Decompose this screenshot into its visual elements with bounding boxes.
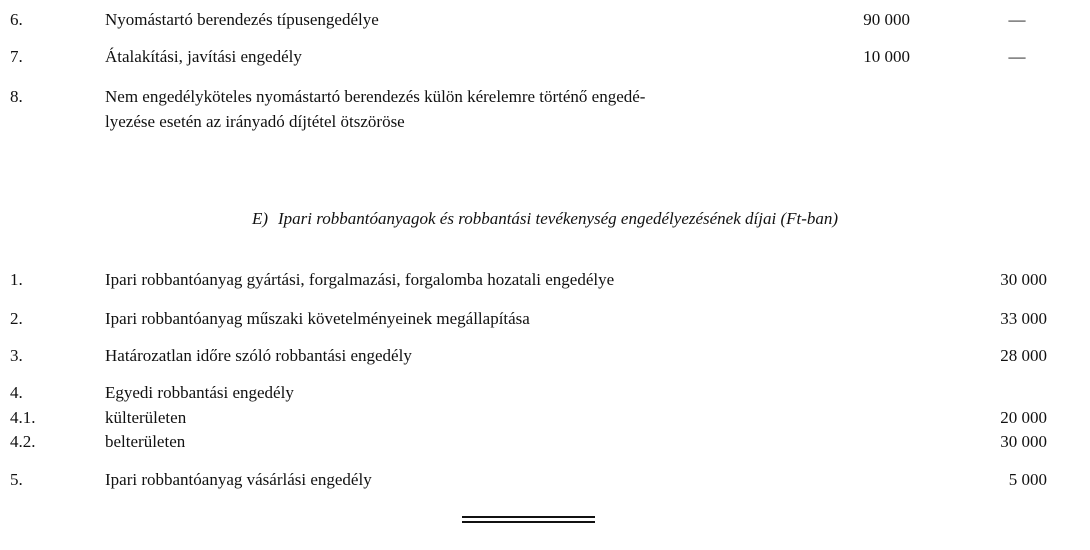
table-row (0, 382, 1090, 404)
row-dash: — (1008, 10, 1026, 29)
closing-rule-top (462, 516, 595, 518)
table-row (0, 46, 1090, 68)
table-row (0, 469, 1090, 491)
table-row (0, 407, 1090, 429)
section-heading (0, 207, 1090, 231)
row-number: 3. (10, 346, 23, 365)
row-description-line2: lyezése esetén az irányadó díjtétel ötszöröse (105, 112, 405, 131)
table-row (0, 431, 1090, 453)
row-number: 1. (10, 270, 23, 289)
row-dash: — (1008, 47, 1026, 66)
row-fee: 28 000 (1000, 346, 1047, 365)
row-description: Egyedi robbantási engedély (105, 383, 294, 402)
row-fee: 30 000 (1000, 432, 1047, 451)
row-number: 7. (10, 47, 23, 66)
row-description: Ipari robbantóanyag vásárlási engedély (105, 470, 372, 489)
section-letter: E) (251, 209, 268, 228)
table-row (0, 9, 1090, 31)
row-number: 4. (10, 383, 23, 402)
row-number: 4.1. (10, 408, 36, 427)
row-description: Nyomástartó berendezés típusengedélye (105, 10, 379, 29)
row-number: 4.2. (10, 432, 36, 451)
row-description: Ipari robbantóanyag műszaki követelményeinek megállapítása (105, 309, 530, 328)
row-description: Ipari robbantóanyag gyártási, forgalmazási, forgalomba hozatali engedélye (105, 270, 615, 289)
table-row (0, 269, 1090, 291)
row-fee: 10 000 (863, 47, 910, 66)
row-fee: 20 000 (1000, 408, 1047, 427)
section-title: Ipari robbantóanyagok és robbantási tevékenység engedélyezésének díjai (Ft-ban) (278, 209, 839, 228)
row-description: külterületen (105, 408, 187, 427)
row-number: 6. (10, 10, 23, 29)
table-row (0, 345, 1090, 367)
row-number: 2. (10, 309, 23, 328)
row-description: belterületen (105, 432, 186, 451)
row-fee: 30 000 (1000, 270, 1047, 289)
row-description-line1: Nem engedélyköteles nyomástartó berendezés külön kérelemre történő engedé- (105, 87, 646, 106)
row-number: 5. (10, 470, 23, 489)
row-fee: 5 000 (1008, 470, 1047, 489)
table-row (0, 308, 1090, 330)
row-fee: 33 000 (1000, 309, 1047, 328)
row-description: Határozatlan időre szóló robbantási engedély (105, 346, 412, 365)
table-row (0, 86, 1090, 108)
row-number: 8. (10, 87, 23, 106)
closing-rule-bottom (462, 521, 595, 523)
table-row-continuation (0, 111, 1090, 133)
row-description: Átalakítási, javítási engedély (105, 47, 302, 66)
row-fee: 90 000 (863, 10, 910, 29)
